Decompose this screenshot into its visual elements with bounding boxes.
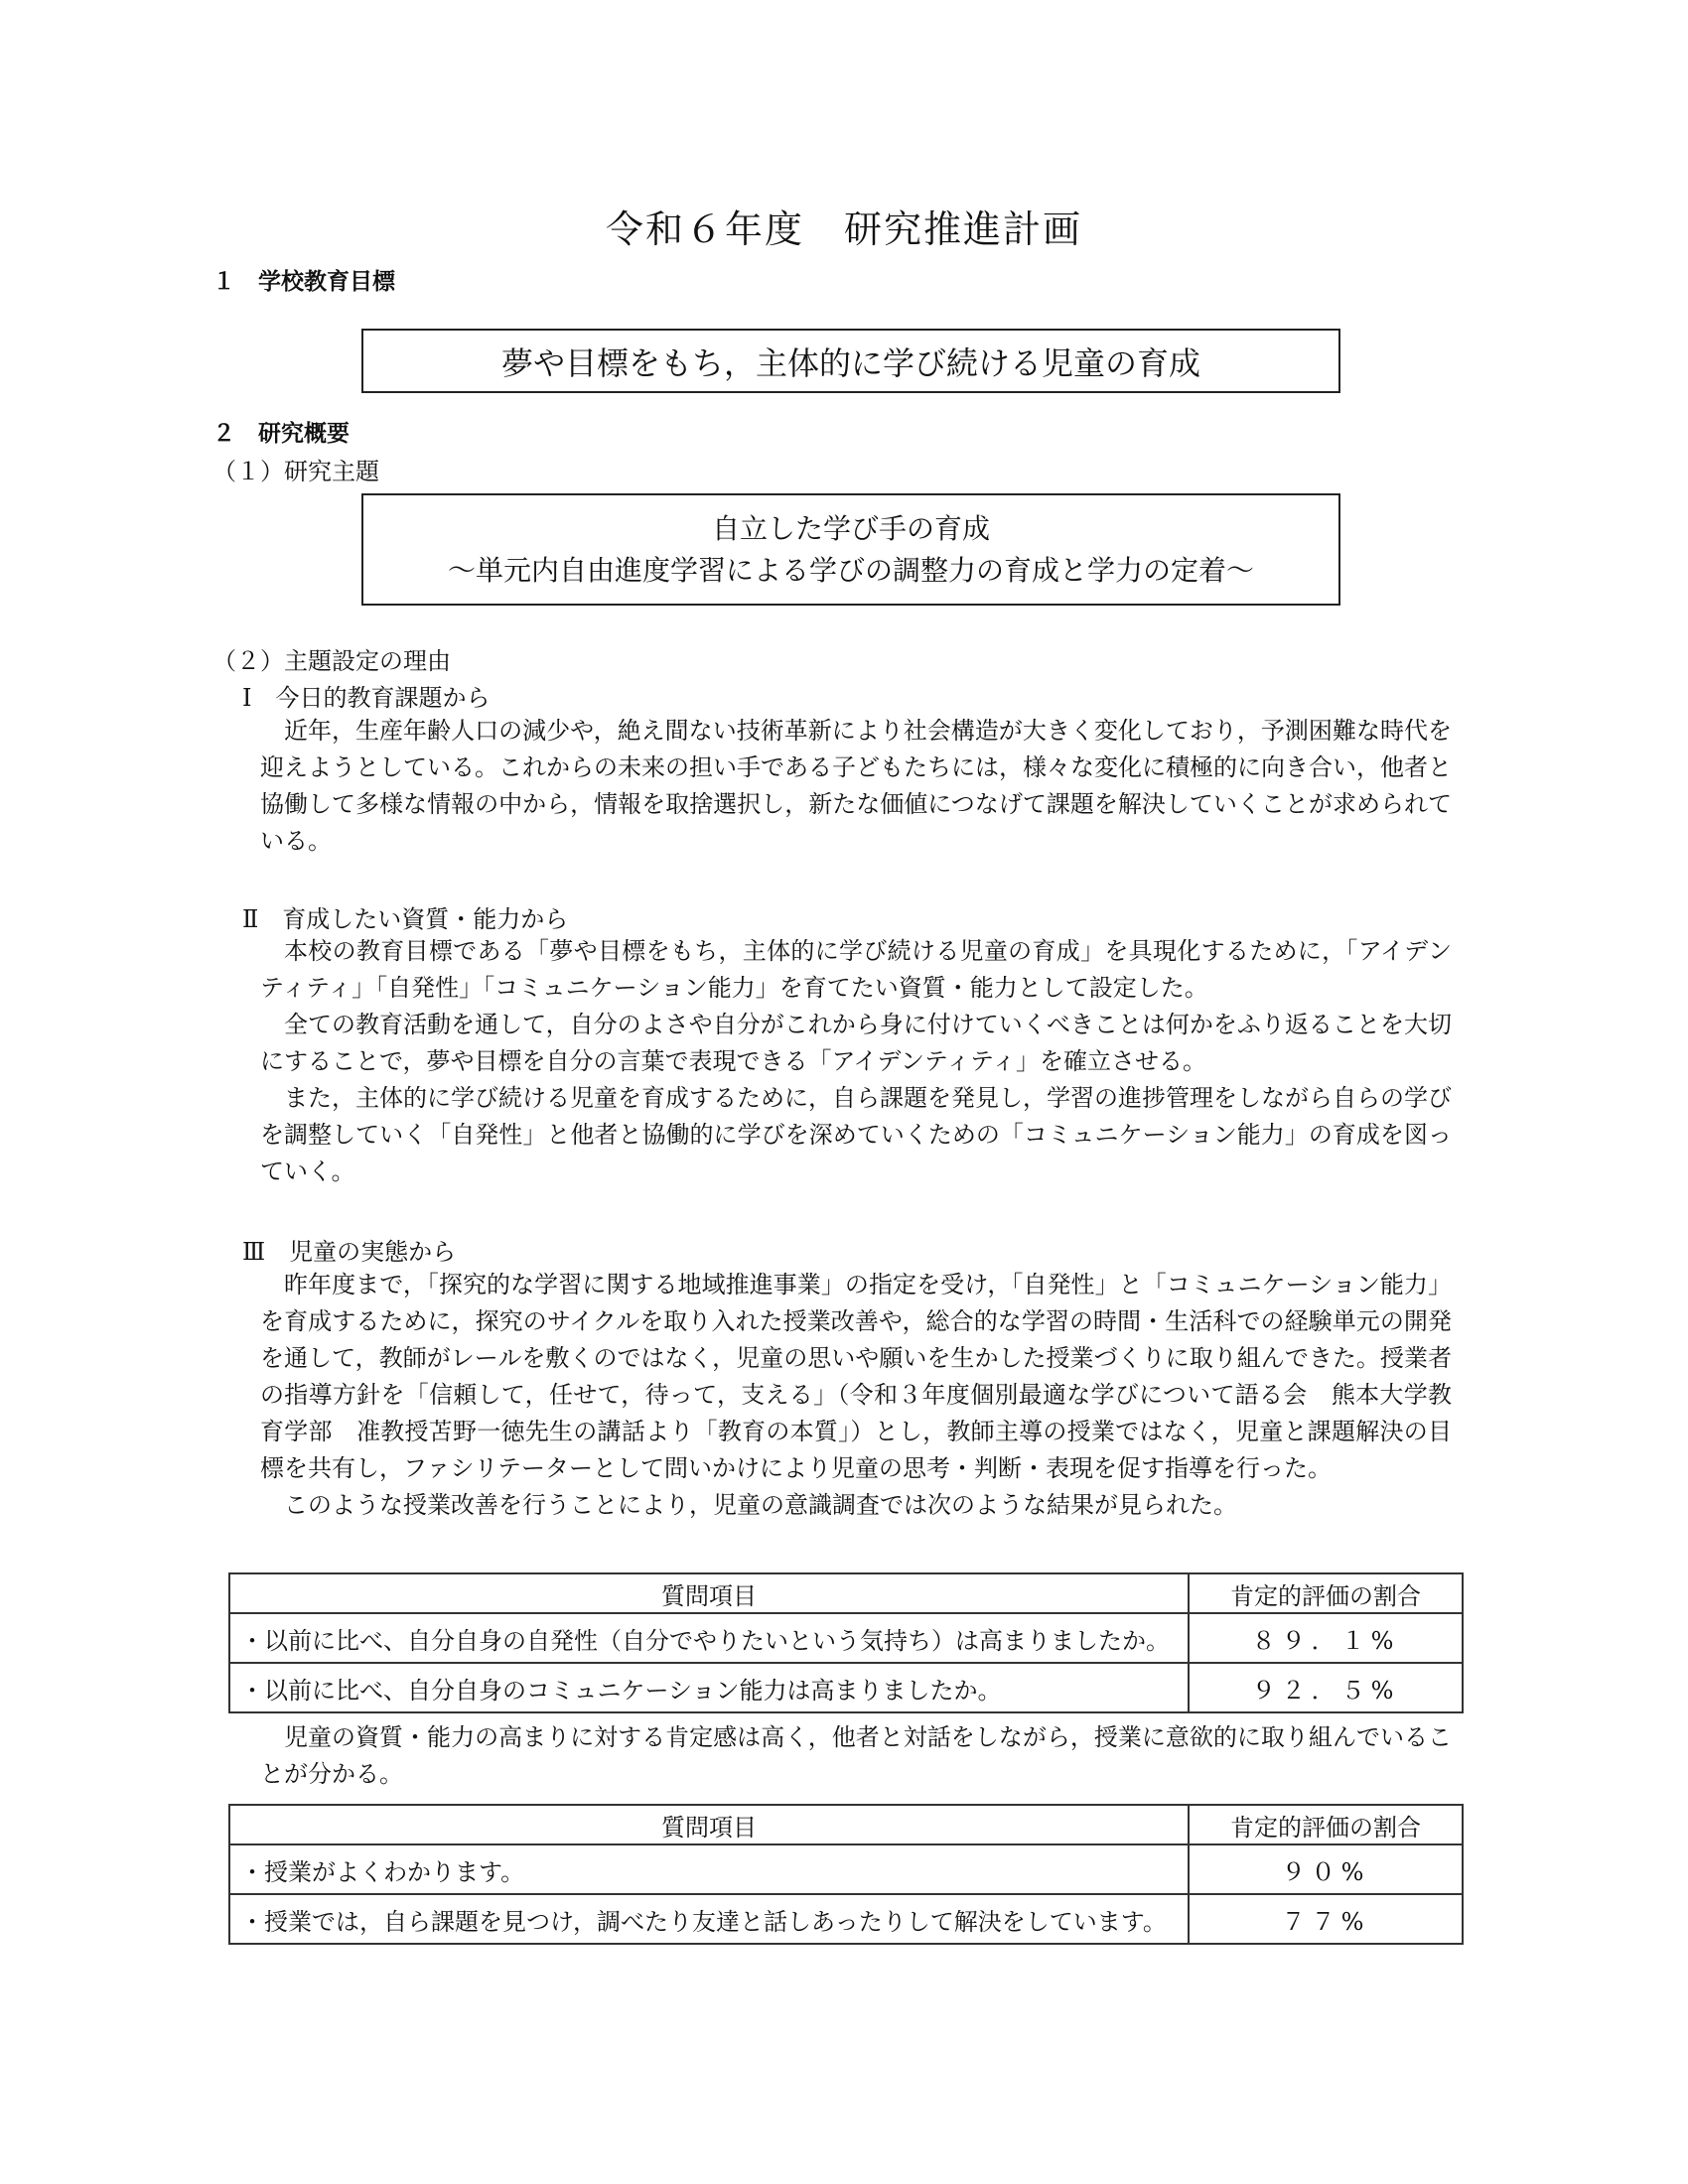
table-row <box>229 1894 1463 1944</box>
reason-2-body <box>260 933 1452 1190</box>
research-theme-line-2: ～単元内自由進度学習による学びの調整力の育成と学力の定着～ <box>447 553 1254 587</box>
table-header-row <box>229 1805 1463 1844</box>
reason-3-heading: Ⅲ 児童の実態から <box>242 1238 457 1266</box>
survey-table-2 <box>228 1804 1464 1945</box>
column-header-question: 質問項目 <box>229 1573 1189 1613</box>
question-cell: ・以前に比べ、自分自身のコミュニケーション能力は高まりましたか。 <box>229 1663 1189 1712</box>
table-row <box>229 1613 1463 1663</box>
research-theme-box <box>361 493 1340 606</box>
theme-reason-subheading: （２）主題設定の理由 <box>212 647 451 675</box>
reason-2-paragraph-1: 本校の教育目標である「夢や目標をもち，主体的に学び続ける児童の育成」を具現化するために，「アイデンティティ」「自発性」「コミュニケーション能力」を育てたい資質・能力として設定した。 <box>260 937 1452 1002</box>
school-motto-box <box>361 329 1340 393</box>
reason-3-paragraph: 昨年度まで，「探究的な学習に関する地域推進事業」の指定を受け，「自発性」と「コミュニケーション能力」を育成するために，探究のサイクルを取り入れた授業改善や，総合的な学習の時間・生活科での経験単元の開発を通して，教師がレールを敷くのではなく，児童の思いや願いを生かした授業づくりに取り組んできた。授業者の指導方針を「信頼して，任せて，待って，支える」（令和３年度個別最適な学びについて語る会 熊本大学教育学部 准教授苫野一徳先生の講話より「教育の本質」）とし，教師主導の授業ではなく，児童と課題解決の目標を共有し，ファシリテーターとして問いかけにより児童の思考・判断・表現を促す指導を行った。 <box>260 1271 1452 1482</box>
reason-2-heading: Ⅱ 育成したい資質・能力から <box>242 905 569 933</box>
table-row <box>229 1844 1463 1894</box>
reason-2-paragraph-3: また，主体的に学び続ける児童を育成するために，自ら課題を発見し，学習の進捗管理をしながら自らの学びを調整していく「自発性」と他者と協働的に学びを深めていくための「コミュニケーション能力」の育成を図っていく。 <box>260 1084 1452 1185</box>
question-cell: ・授業では，自ら課題を見つけ，調べたり友達と話しあったりして解決をしています。 <box>229 1894 1189 1944</box>
research-theme-subheading: （１）研究主題 <box>212 458 379 485</box>
school-motto-text: 夢や目標をもち，主体的に学び続ける児童の育成 <box>500 343 1200 382</box>
table-header-row <box>229 1573 1463 1613</box>
rate-cell: ９２．５% <box>1189 1663 1463 1712</box>
survey-comment <box>260 1719 1452 1793</box>
reason-1-heading: Ⅰ 今日的教育課題から <box>242 684 491 712</box>
question-cell: ・授業がよくわかります。 <box>229 1844 1189 1894</box>
reason-1-paragraph: 近年，生産年齢人口の減少や，絶え間ない技術革新により社会構造が大きく変化しており，予測困難な時代を迎えようとしている。これからの未来の担い手である子どもたちには，様々な変化に積極的に向き合い，他者と協働して多様な情報の中から，情報を取捨選択し，新たな価値につなげて課題を解決していくことが求められている。 <box>260 717 1452 855</box>
reason-1-body <box>260 713 1452 860</box>
column-header-rate: 肯定的評価の割合 <box>1189 1573 1463 1613</box>
section-2-heading: ２ 研究概要 <box>212 421 350 447</box>
question-cell: ・以前に比べ、自分自身の自発性（自分でやりたいという気持ち）は高まりましたか。 <box>229 1613 1189 1663</box>
rate-cell: ８９．１% <box>1189 1613 1463 1663</box>
rate-cell: ７７% <box>1189 1894 1463 1944</box>
table-row <box>229 1663 1463 1712</box>
survey-table-1 <box>228 1572 1464 1713</box>
reason-2-paragraph-2: 全ての教育活動を通して，自分のよさや自分がこれから身に付けていくべきことは何かをふり返ることを大切にすることで，夢や目標を自分の言葉で表現できる「アイデンティティ」を確立させる。 <box>260 1011 1452 1075</box>
research-theme-line-1: 自立した学び手の育成 <box>711 511 990 545</box>
reason-3-body <box>260 1267 1452 1524</box>
rate-cell: ９０% <box>1189 1844 1463 1894</box>
column-header-question: 質問項目 <box>229 1805 1189 1844</box>
reason-3-lead: このような授業改善を行うことにより，児童の意識調査では次のような結果が見られた。 <box>284 1491 1237 1519</box>
survey-comment-text: 児童の資質・能力の高まりに対する肯定感は高く，他者と対話をしながら，授業に意欲的に取り組んでいることが分かる。 <box>260 1723 1452 1788</box>
document-title: 令和６年度 研究推進計画 <box>605 207 1082 251</box>
section-1-heading: １ 学校教育目標 <box>212 269 395 295</box>
column-header-rate: 肯定的評価の割合 <box>1189 1805 1463 1844</box>
